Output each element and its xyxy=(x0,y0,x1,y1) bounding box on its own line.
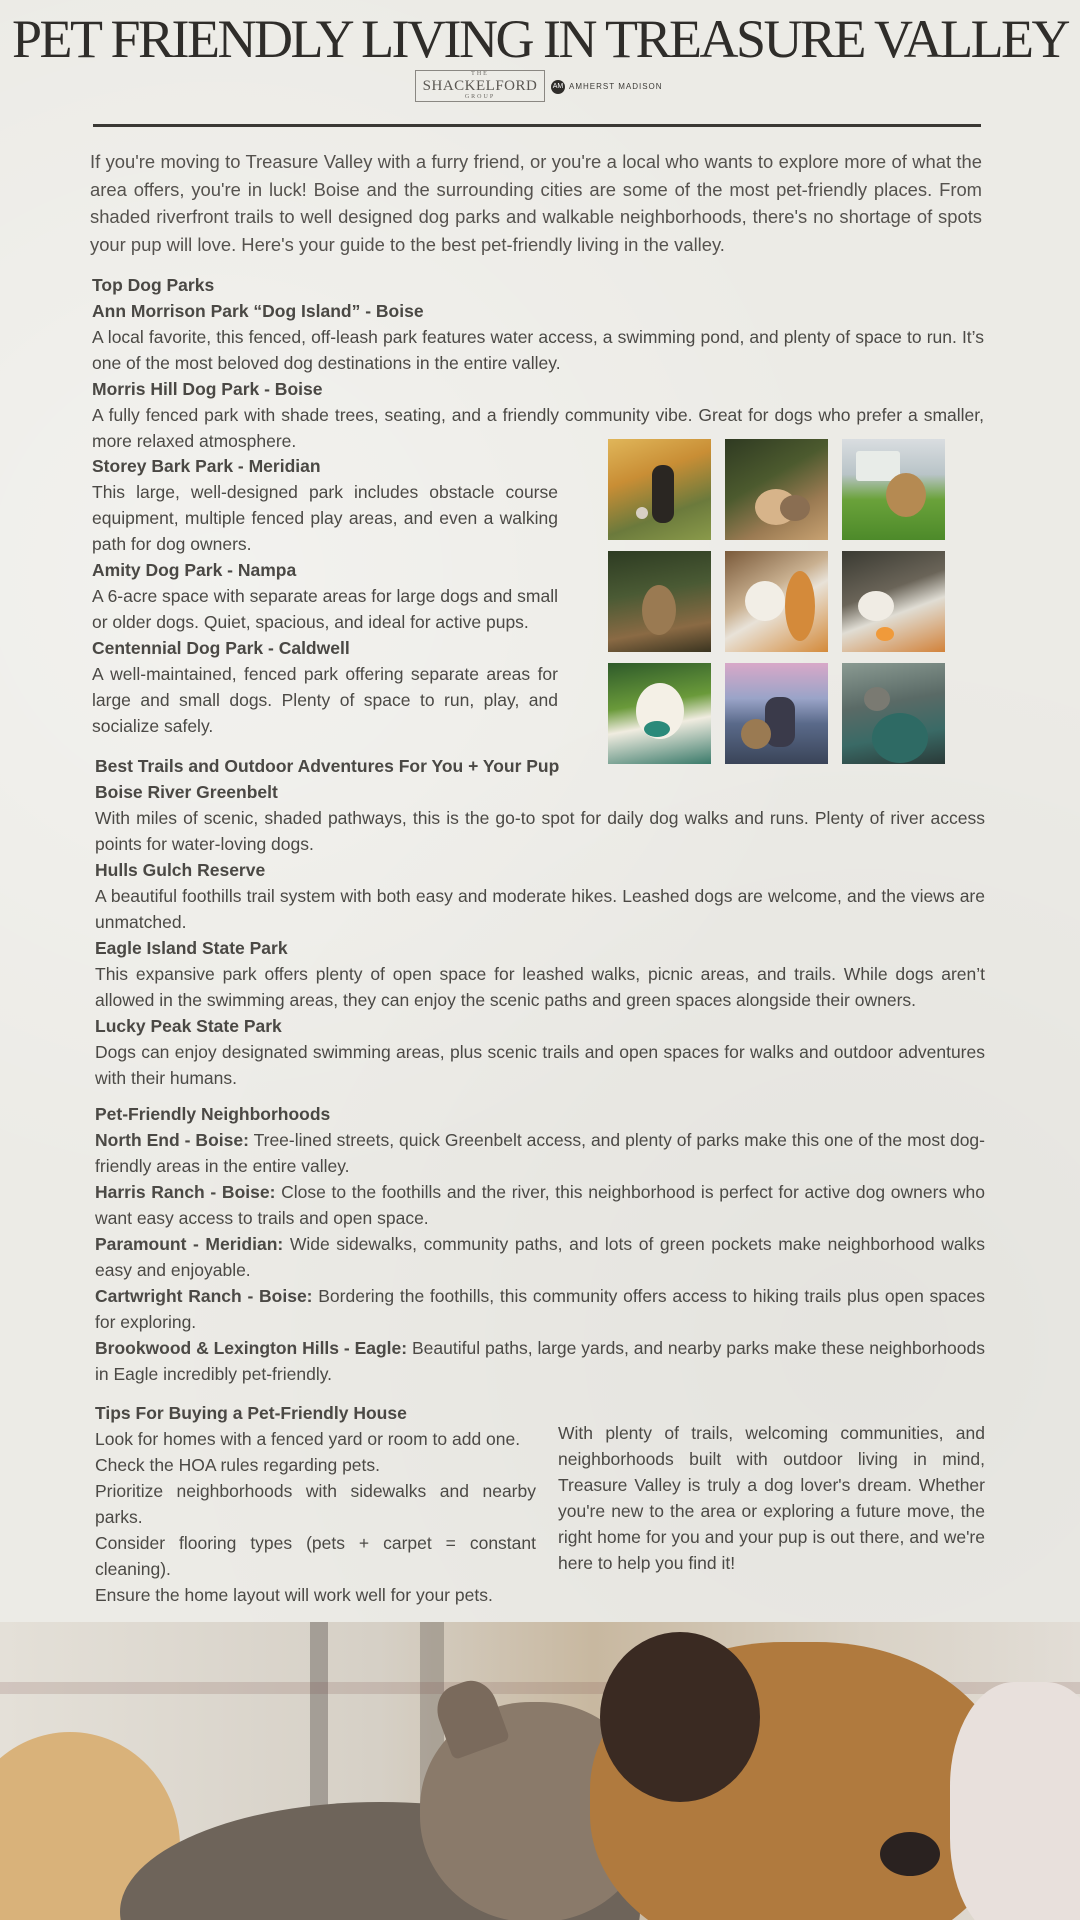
section-heading: Pet-Friendly Neighborhoods xyxy=(95,1104,331,1124)
neighborhood-item xyxy=(95,1179,985,1231)
neighborhood-description: Tree-lined streets, quick Greenbelt access, and plenty of parks make this one of the most dog-friendly areas in the entire valley. xyxy=(95,1130,985,1176)
tip-item: Check the HOA rules regarding pets. xyxy=(95,1455,381,1475)
brand-logos xyxy=(0,68,1080,108)
park-name: Storey Bark Park - Meridian xyxy=(92,456,321,476)
trail-name: Hulls Gulch Reserve xyxy=(95,860,266,880)
trail-name: Lucky Peak State Park xyxy=(95,1016,282,1036)
photo-cat-and-dog-sleeping xyxy=(0,1622,1080,1920)
page-title: PET FRIENDLY LIVING IN TREASURE VALLEY xyxy=(11,9,1069,69)
shackelford-group-logo xyxy=(415,70,545,102)
park-name: Ann Morrison Park “Dog Island” - Boise xyxy=(92,301,424,321)
trail-name: Eagle Island State Park xyxy=(95,938,288,958)
photo-cat-on-shoulder xyxy=(842,663,945,764)
photo-dog-on-lawn xyxy=(842,439,945,540)
photo-man-walking-dog xyxy=(608,439,711,540)
trail-name: Boise River Greenbelt xyxy=(95,782,278,802)
neighborhood-name: Harris Ranch - Boise: xyxy=(95,1182,276,1202)
neighborhood-item xyxy=(95,1231,985,1283)
logo-name-text: SHACKELFORD xyxy=(422,78,538,94)
neighborhood-description: Beautiful paths, large yards, and nearby parks make these neighborhoods in Eagle incredibly pet-friendly. xyxy=(95,1338,985,1384)
neighborhood-item xyxy=(95,1283,985,1335)
section-heading: Tips For Buying a Pet-Friendly House xyxy=(95,1403,407,1423)
tip-item: Prioritize neighborhoods with sidewalks and nearby parks. xyxy=(95,1481,536,1527)
neighborhood-name: Cartwright Ranch - Boise: xyxy=(95,1286,313,1306)
section-heading: Top Dog Parks xyxy=(92,275,215,295)
photo-woman-with-white-dog xyxy=(725,551,828,652)
trails-section xyxy=(95,753,985,1091)
pet-photo-grid xyxy=(608,439,948,764)
tip-item: Consider flooring types (pets + carpet = constant cleaning). xyxy=(95,1533,536,1579)
logo-group-text: GROUP xyxy=(464,94,496,100)
tips-section xyxy=(95,1400,536,1608)
park-name: Centennial Dog Park - Caldwell xyxy=(92,638,350,658)
park-description: A 6-acre space with separate areas for large dogs and small or older dogs. Quiet, spacious, and ideal for active pups. xyxy=(92,586,558,632)
section-heading: Best Trails and Outdoor Adventures For You + Your Pup xyxy=(95,756,560,776)
park-description: This large, well-designed park includes obstacle course equipment, multiple fenced play areas, and even a walking path for dog owners. xyxy=(92,482,558,554)
intro-paragraph: If you're moving to Treasure Valley with a furry friend, or you're a local who wants to explore more of what the area offers, you're in luck! Boise and the surrounding cities are some of the most pet-friendly places. From shaded riverfront trails to well designed dog parks and walkable neighborhoods, there's no shortage of spots your pup will love. Here's your guide to the best pet-friendly living in the valley. xyxy=(90,151,982,255)
neighborhoods-section xyxy=(95,1101,985,1387)
dog-parks-section xyxy=(92,272,984,454)
header-divider xyxy=(93,124,981,127)
neighborhood-description: Wide sidewalks, community paths, and lots of green pockets make neighborhood walks easy and enjoyable. xyxy=(95,1234,986,1280)
amherst-madison-badge-icon: AM xyxy=(551,80,565,94)
trail-description: A beautiful foothills trail system with both easy and moderate hikes. Leashed dogs are welcome, and the views are unmatched. xyxy=(95,886,985,932)
dog-parks-column xyxy=(92,453,558,739)
park-name: Morris Hill Dog Park - Boise xyxy=(92,379,323,399)
neighborhood-name: North End - Boise: xyxy=(95,1130,249,1150)
neighborhood-description: Bordering the foothills, this community offers access to hiking trails plus open spaces for exploring. xyxy=(95,1286,985,1332)
neighborhood-description: Close to the foothills and the river, this neighborhood is perfect for active dog owners who want easy access to trails and open space. xyxy=(95,1182,985,1228)
neighborhood-name: Paramount - Meridian: xyxy=(95,1234,284,1254)
amherst-madison-logo: AMHERST MADISON xyxy=(569,82,663,91)
trail-description: Dogs can enjoy designated swimming areas, plus scenic trails and open spaces for walks and outdoor adventures with their humans. xyxy=(95,1042,985,1088)
neighborhood-item xyxy=(95,1127,985,1179)
photo-campfire-with-dog xyxy=(842,551,945,652)
photo-cat-and-dog xyxy=(725,439,828,540)
trail-description: With miles of scenic, shaded pathways, this is the go-to spot for daily dog walks and runs. Plenty of river access points for water-loving dogs. xyxy=(95,808,985,854)
trail-description: This expansive park offers plenty of open space for leashed walks, picnic areas, and trails. While dogs aren’t allowed in the swimming areas, they can enjoy the scenic paths and green spaces alongside their owners. xyxy=(95,964,985,1010)
closing-paragraph: With plenty of trails, welcoming communities, and neighborhoods built with outdoor living in mind, Treasure Valley is truly a dog lover's dream. Whether you're new to the area or exploring a future move, the right home for you and your pup is out there, and we're here to help you find it! xyxy=(558,1423,985,1573)
tip-item: Look for homes with a fenced yard or room to add one. xyxy=(95,1429,521,1449)
logo-the-text: THE xyxy=(471,71,489,77)
neighborhood-name: Brookwood & Lexington Hills - Eagle: xyxy=(95,1338,408,1358)
park-description: A well-maintained, fenced park offering separate areas for large and small dogs. Plenty of space to run, play, and socialize safely. xyxy=(92,664,558,736)
tip-item: Ensure the home layout will work well for your pets. xyxy=(95,1585,493,1605)
photo-fluffy-dog-with-toy xyxy=(608,663,711,764)
park-description: A fully fenced park with shade trees, seating, and a friendly community vibe. Great for dogs who prefer a smaller, more relaxed atmosphere. xyxy=(92,405,984,451)
neighborhood-item xyxy=(95,1335,985,1387)
park-description: A local favorite, this fenced, off-leash park features water access, a swimming pond, and plenty of space to run. It’s one of the most beloved dog destinations in the entire valley. xyxy=(92,327,984,373)
park-name: Amity Dog Park - Nampa xyxy=(92,560,297,580)
photo-dog-in-forest xyxy=(608,551,711,652)
photo-person-with-dog-at-lake xyxy=(725,663,828,764)
